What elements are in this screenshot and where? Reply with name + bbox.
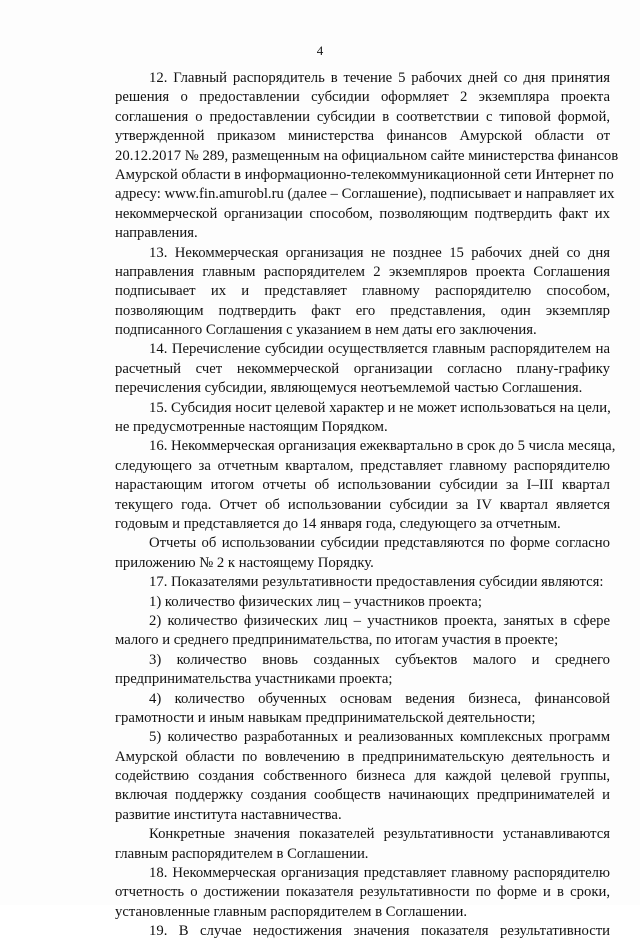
text-line: позволяющим подтвердить факт его представления, один экземпляр	[115, 302, 610, 319]
text-line: утвержденной приказом министерства финансов Амурской области от	[115, 128, 610, 145]
text-line: адресу: www.fin.amurobl.ru (далее – Соглашение), подписывает и направляет их	[115, 186, 615, 203]
document-body	[115, 69, 619, 942]
text-line: главным распорядителем в Соглашении.	[115, 845, 369, 862]
text-line: направления главным распорядителем 2 экземпляров проекта Соглашения	[115, 263, 610, 280]
text-line: 3) количество вновь созданных субъектов малого и среднего	[149, 651, 610, 668]
text-line: некоммерческой организации способом, позволяющим подтвердить факт их	[115, 205, 610, 222]
text-line: нарастающим итогом отчеты об использовании субсидии за I–III квартал	[115, 477, 610, 494]
text-line: 13. Некоммерческая организация не позднее 15 рабочих дней со дня	[149, 244, 610, 261]
text-line: 4) количество обученных основам ведения бизнеса, финансовой	[149, 690, 610, 707]
text-line: Конкретные значения показателей результативности устанавливаются	[149, 826, 610, 843]
text-line: текущего года. Отчет об использовании субсидии за IV квартал является	[115, 496, 610, 513]
text-line: 20.12.2017 № 289, размещенным на официальном сайте министерства финансов	[115, 147, 619, 164]
text-line: 16. Некоммерческая организация ежеквартально в срок до 5 числа месяца,	[149, 438, 616, 455]
page-number: 4	[316, 43, 324, 58]
text-line: 5) количество разработанных и реализованных комплексных программ	[149, 729, 610, 746]
text-line: 18. Некоммерческая организация представляет главному распорядителю	[149, 865, 610, 882]
text-line: подписанного Соглашения с указанием в нем даты его заключения.	[115, 322, 537, 339]
text-line: 15. Субсидия носит целевой характер и не может использоваться на цели,	[149, 399, 611, 416]
text-line: 1) количество физических лиц – участников проекта;	[149, 593, 482, 610]
text-line: отчетность о достижении показателя результативности по форме и в сроки,	[115, 884, 610, 901]
text-line: предпринимательства участниками проекта;	[115, 671, 393, 688]
text-line: не предусмотренные настоящим Порядком.	[115, 419, 388, 436]
text-line: направления.	[115, 225, 198, 242]
text-line: годовым и представляется до 14 января года, следующего за отчетным.	[115, 515, 561, 532]
text-line: 12. Главный распорядитель в течение 5 рабочих дней со дня принятия	[149, 70, 610, 86]
text-line: 2) количество физических лиц – участников проекта, занятых в сфере	[149, 612, 610, 629]
text-line: следующего за отчетным кварталом, представляет главному распорядителю	[115, 457, 610, 474]
text-line: Отчеты об использовании субсидии представляются по форме согласно	[149, 535, 610, 552]
text-line: установленные главным распорядителем в Соглашении.	[115, 903, 468, 920]
text-line: 14. Перечисление субсидии осуществляется главным распорядителем на	[149, 341, 610, 358]
text-line: 19. В случае недостижения значения показателя результативности	[149, 923, 610, 940]
text-line: Амурской области в информационно-телекоммуникационной сети Интернет по	[115, 166, 614, 183]
text-line: 17. Показателями результативности предоставления субсидии являются:	[149, 574, 604, 591]
text-line: соглашения о предоставлении субсидии в соответствии с типовой формой,	[115, 108, 610, 125]
text-line: включая поддержку создания сообществ начинающих предпринимателей и	[115, 787, 610, 804]
text-line: перечисления субсидии, являющемуся неотъемлемой частью Соглашения.	[115, 380, 583, 397]
text-line: Амурской области по вовлечению в предпринимательскую деятельность и	[115, 748, 610, 765]
text-line: грамотности и иным навыкам предпринимательской деятельности;	[115, 709, 536, 726]
text-line: расчетный счет некоммерческой организации согласно плану-графику	[115, 360, 610, 377]
text-line: малого и среднего предпринимательства, по итогам участия в проекте;	[115, 632, 559, 649]
text-line: приложению № 2 к настоящему Порядку.	[115, 554, 374, 571]
text-line: содействию создания собственного бизнеса для каждой целевой группы,	[115, 768, 610, 785]
text-line: решения о предоставлении субсидии оформляет 2 экземпляра проекта	[115, 89, 610, 106]
text-line: подписывает их и представляет главному распорядителю способом,	[115, 283, 610, 300]
text-line: развитие института наставничества.	[115, 806, 342, 823]
